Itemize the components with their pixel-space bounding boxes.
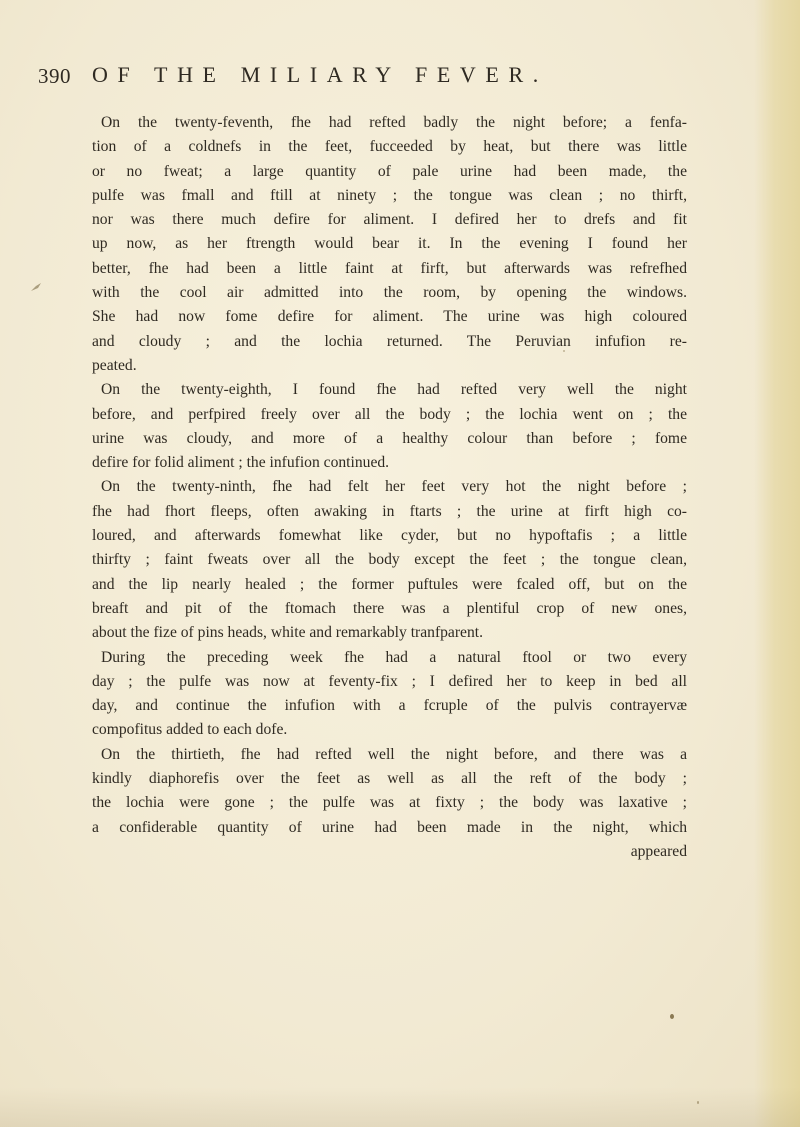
text-line: and cloudy ; and the lochia returned. The Peruvian infufion re- bbox=[92, 332, 687, 350]
text-line: tion of a coldnefs in the feet, fucceeded by heat, but there was little bbox=[92, 138, 687, 156]
text-line: urine was cloudy, and more of a healthy colour than before ; fome bbox=[92, 429, 687, 447]
text-line: kindly diaphorefis over the feet as well as all the reft of the body ; bbox=[92, 770, 687, 788]
text-line: up now, as her ftrength would bear it. In the evening I found her bbox=[92, 235, 687, 253]
text-line: On the twenty-feventh, fhe had refted badly the night before; a fenfa- bbox=[101, 114, 687, 131]
text-line: better, fhe had been a little faint at firft, but afterwards was refrefhed bbox=[92, 259, 687, 277]
page-edge-stain bbox=[754, 0, 800, 1127]
text-line: thirfty ; faint fweats over all the body except the feet ; the tongue clean, bbox=[92, 551, 687, 569]
text-line: During the preceding week fhe had a natural ftool or two every bbox=[101, 648, 687, 666]
text-line: appeared bbox=[630, 842, 687, 860]
text-line: a confiderable quantity of urine had been made in the night, which bbox=[92, 818, 687, 836]
text-line: She had now fome defire for aliment. The urine was high coloured bbox=[92, 308, 687, 326]
page-bottom-shadow bbox=[0, 1087, 800, 1127]
body-text bbox=[92, 111, 687, 864]
text-line: and the lip nearly healed ; the former puftules were fcaled off, but on the bbox=[92, 575, 687, 593]
text-line: the lochia were gone ; the pulfe was at fixty ; the body was laxative ; bbox=[92, 794, 687, 812]
text-line: before, and perfpired freely over all the body ; the lochia went on ; the bbox=[92, 405, 687, 423]
text-line: breaft and pit of the ftomach there was a plentiful crop of new ones, bbox=[92, 599, 687, 617]
text-line: or no fweat; a large quantity of pale urine had been made, the bbox=[92, 162, 687, 180]
running-head: OF THE MILIARY FEVER. bbox=[92, 62, 548, 87]
text-line: pulfe was fmall and ftill at ninety ; the tongue was clean ; no thirft, bbox=[92, 186, 687, 204]
text-line: day, and continue the infufion with a fcruple of the pulvis contrayervæ bbox=[92, 697, 687, 715]
text-line: On the twenty-eighth, I found fhe had refted very well the night bbox=[101, 381, 687, 399]
ink-speck bbox=[670, 1014, 674, 1019]
text-line: On the thirtieth, fhe had refted well the night before, and there was a bbox=[101, 745, 687, 763]
text-line: about the fize of pins heads, white and remarkably tranfparent. bbox=[92, 624, 483, 642]
text-line: On the twenty-ninth, fhe had felt her feet very hot the night before ; bbox=[101, 478, 687, 496]
text-line: compofitus added to each dofe. bbox=[92, 721, 288, 739]
text-line: with the cool air admitted into the room, by opening the windows. bbox=[92, 284, 687, 302]
ink-mark-icon bbox=[30, 282, 42, 292]
text-line: fhe had fhort fleeps, often awaking in ftarts ; the urine at firft high co- bbox=[92, 502, 687, 520]
ink-speck bbox=[697, 1101, 699, 1104]
text-line: loured, and afterwards fomewhat like cyder, but no hypoftafis ; a little bbox=[92, 527, 687, 545]
text-line: defire for folid aliment ; the infufion continued. bbox=[92, 454, 390, 472]
text-line: peated. bbox=[92, 356, 137, 374]
page-number: 390 bbox=[38, 64, 71, 88]
ink-speck bbox=[563, 350, 565, 352]
text-line: day ; the pulfe was now at feventy-fix ; I defired her to keep in bed all bbox=[92, 672, 687, 690]
text-line: nor was there much defire for aliment. I defired her to drefs and fit bbox=[92, 211, 687, 229]
